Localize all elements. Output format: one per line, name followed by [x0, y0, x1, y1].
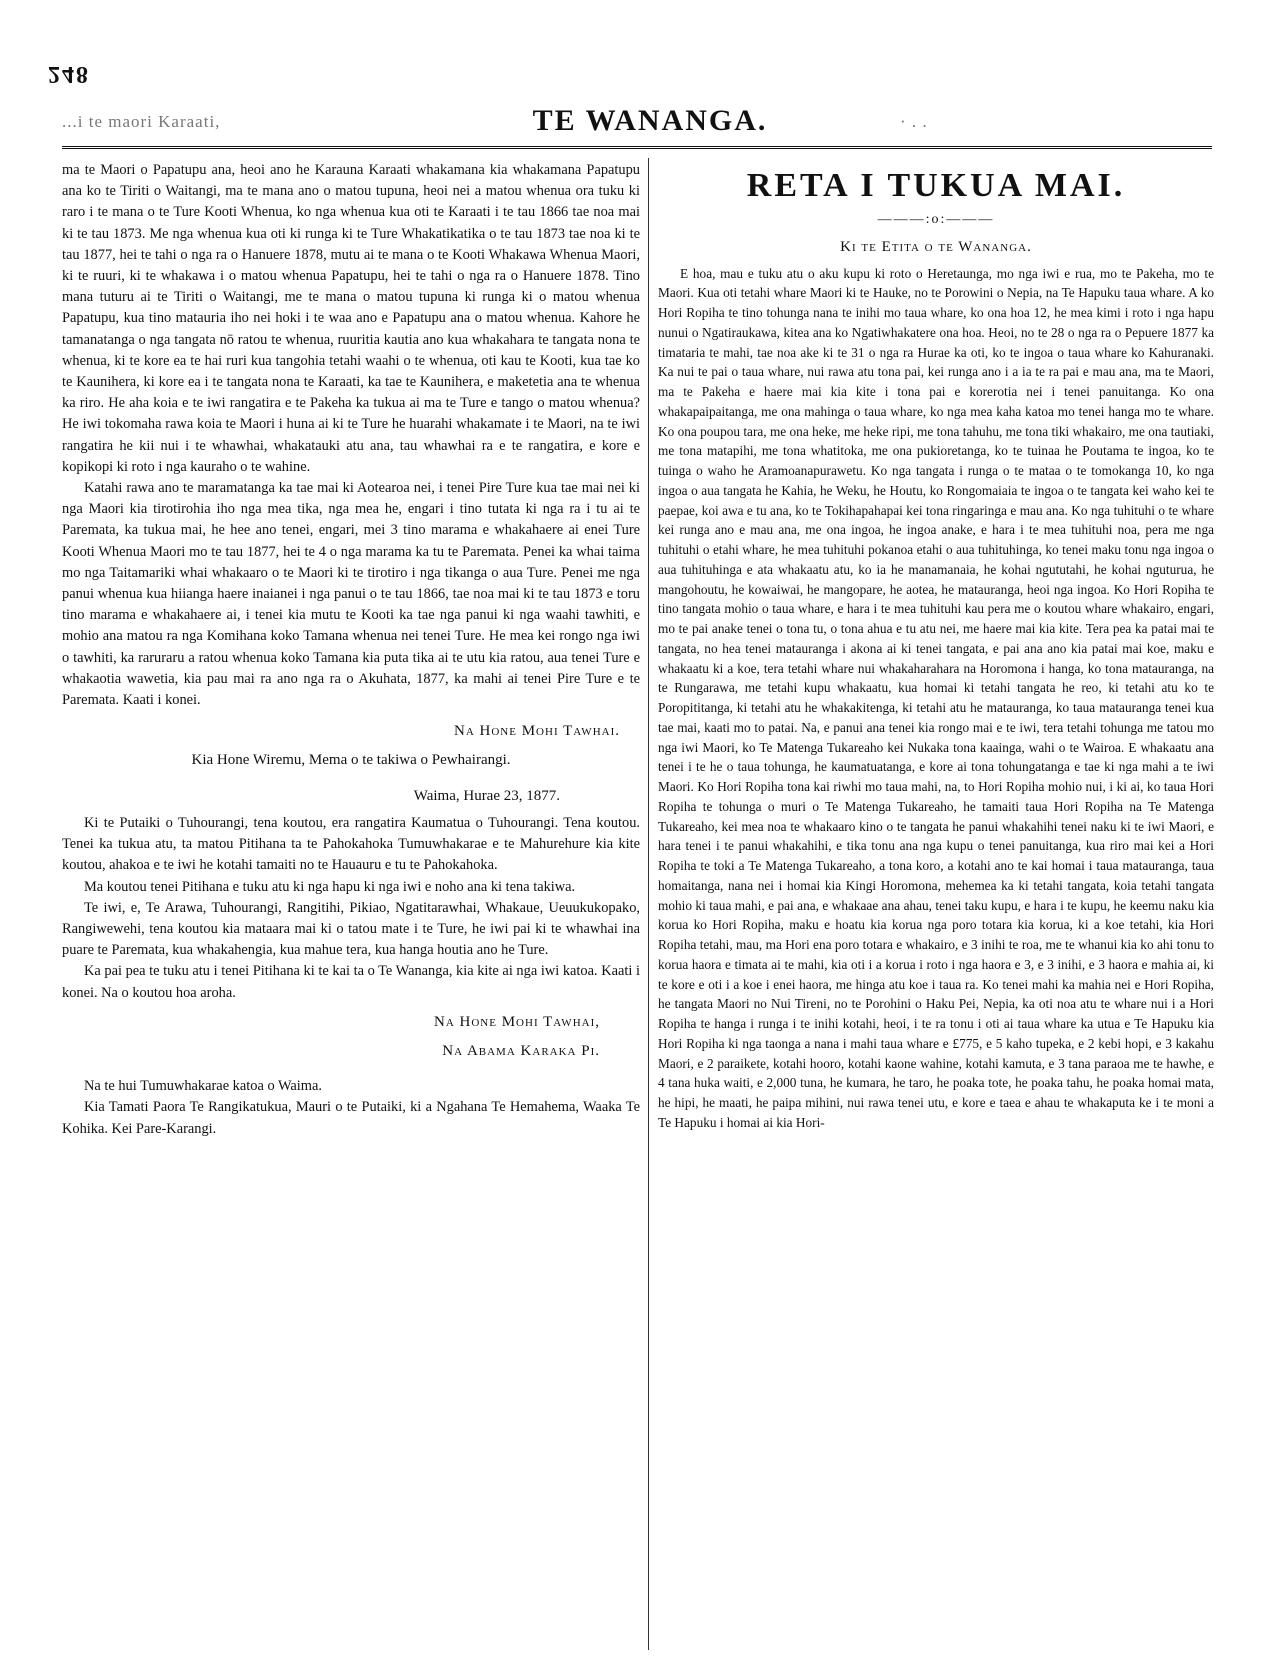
letter-paragraph-1: Ki te Putaiki o Tuhourangi, tena koutou, era rangatira Kaumatua o Tuhourangi. Tena koutou. Tenei ka tukua atu, ta matou Pitihana ta te Pahokahoka Tumuwhakarae e te Mahurehure kia kite koutou, ahakoa e te iwi he kotahi tamaiti no te Hauauru e tu te Pahokahoka.: [62, 814, 640, 874]
letter-paragraph-3: Te iwi, e, Te Arawa, Tuhourangi, Rangitihi, Pikiao, Ngatitarawhai, Whakaue, Ueuukukopako, Rangiwewehi, tena koutou kia mataara mai ki o tatou mate i te Ture, he iwi pai ki te whawhai ina puare te Paremata, kua whakahengia, kua mahue tera, kua hanga houtia ano he Ture.: [62, 899, 640, 959]
signature-hone-mohi-tawhai: Na Hone Mohi Tawhai.: [454, 723, 620, 740]
article-paragraph-2: Katahi rawa ano te maramatanga ka tae mai ki Aotearoa nei, i tenei Pire Ture kua tae mai nei ki nga Maori kia tirotirohia iho nga mea tika, nga mea he, engari i tino tutata ki nga ra i tu ai te Paremata, ka tukua mai, he hee ano tenei, engari, mei 3 tino marama e whakahaere ai enei Ture Kooti Whenua Maori mo te tau 1877, hei te 4 o nga marama ka tu te Paremata. Penei ka whai taima mo nga Taitamariki whai whakaaro o te Maori ki te tirotiro i nga tikanga o aua Ture. Penei me nga panui whenua kua hiianga haere inaianei i nga panui o te tau 1866, tae noa mai ki te tau 1873 e toru tino marama e whakahaere ai, i tenei kia mutu te Kooti ka tae nga panui ki nga waahi tawhiti, e mohio ana matou ra nga Komihana koko Tamana whenua nei tenei Ture. He mea kei rongo nga iwi o tawhiti, ka raruraru a ratou whenua koko Tamana kia puta tika ai te utu kia ratou, aua tenei Ture e whakaotia wawetia, kia pau mai ra ano nga ra o Akuhata, 1877, ka mahi ai tenei Pire Ture e te Paremata. Kaati i konei.: [62, 480, 640, 709]
masthead-right-fragment: · . .: [900, 112, 928, 131]
title-ornament-rule: ———:o:———: [877, 212, 995, 227]
article-paragraph-1: ma te Maori o Papatupu ana, heoi ano he Karauna Karaati whakamana kia whakamana Papatupu ana ko te Tiriti o Waitangi, ma te mana ano o matou tupuna, heoi nei a matou whenua ora tuku ki raro i te mana o te Ture Kooti Whenua, ko nga whenua kua oti te Karaati i te tau 1866 tae noa mai ki te tau 1873. Me nga whenua kua oti ki runga ki te Ture Whakatikatika o te tau 1873 tae noa ki te tau 1877, hei te tahi o nga ra o Hanuere 1878, mutu ai te mana o te Kooti Whakawa Whenua Maori, ki te ruuri, ki te whakawa i o matou whenua Papatupu, hei te tahi o nga ra o Hanuere 1878. Tino mana tuturu ai te Tiriti o Waitangi, me te mana o matou tupuna ki runga ki o matou whenua Papatupu, kua tino matauria iho nei hoki i te waa ano e Papatupu ana o matou whenua. Kahore he tamanatanga o nga tangata nō ratou te whenua, ruuritia kautia ano kua whakahara te tangata nona te whenua, ki te kore ea te hai ruri kua tangohia tetahi waahi o te whenua, oti kau te Kooti, kua tae ko te Kaunihera, ki kore ea i te tangata nona te Karaati, ka tae te Kaunihera, e maketetia ana te whenua ka riro. He aha koia e te iwi rangatira e te Pakeha ka tukua ai ma te Ture e tango o matou whenua? He iwi tokomaha rawa koia te Maori i huna ai ki te Ture he huarahi whakamate i te Maori, na te iwi rangatira he kii nui i te whawhai, whakatauki atu ana, tau whawhai ra e te rangatira, e kore e kopikopi ki roto i nga kauraho o te wahine.: [62, 162, 640, 475]
letter-addressee: Ki te Etita o te Wananga.: [840, 238, 1032, 255]
letter-body-paragraph: E hoa, mau e tuku atu o aku kupu ki roto o Heretaunga, mo nga iwi e rua, mo te Pakeha, mo te Maori. Kua oti tetahi whare Maori ki te Hauke, no te Porowini o Nepia, na Te Hapuku taua whare. A ko Hori Ropiha te tino tohunga nana te inihi mo taua whare, ko ona hoa 12, he mea kimi i roto i nga hapu nunui o Ngatiraukawa, kitea ana ko Ngatiwhakatere ona hoa. Heoi, no te 28 o nga ra o Pepuere 1877 ka timataria te mahi, tae noa ake ki te 31 o nga ra Hurae ka oti, ko te ingoa o taua whare ko Kahuranaki. Ka nui te pai o taua whare, nui rawa atu tona pai, kei runga ano i a ia te ra pai e mau ana, ma te Maori, ma te Pakeha e haere mai kia kite i tona pai e korerotia nei i tenei panuitanga. Ko ona whakapaipaitanga, me ona mahinga o taua whare, ko nga mea kaha katoa mo tenei hanga mo te whare. Ko ona poupou tara, me ona heke, me heke ripi, me tona tahuhu, me tona tiki whakairo, me ona tautiaki, me tona matapihi, me tona whatitoka, me ona pukioretanga, ko te tuinaa he Poutama te ingoa, ko te tuinga o waho he Aramoanapurawetu. Ko nga tangata i runga o te mataa o te tomokanga 10, ko nga ingoa o aua tangata he Kahia, he Weku, he Houtu, ko Rongomaiaia te ingoa o te tangata kei waho kei te paepae, koi awa e tu ana, ko te Tokihapahapai kei tona ringaringa e mau ana. Ko nga tuhituhi o te whare kei runga ano e mau ana, me ona ingoa, he ingoa anake, e hara i te mea tuhituhi noa, pera me nga tuhituhi o etahi whare, he mea tuhituhi pokanoa etahi o aua tuhituhinga, ko tenei maku tonu nga ingoa o aua tuhituhinga e ata whakaatu atu, ko ia he manamanaia, he kohai ngututahi, he kohai nguturua, he mangohoutu, he kowaiwai, he mangopare, he aotea, he matauranga, heoi nga ingoa. Ko Hori Ropiha te tino tangata mohio o taua whare, e hara i te mea tuhituhi kau pera me o koutou whare whakairo, engari, mo te pai anake tenei o tona tu, o tona ahua e tu atu nei, me haere mai kia kite. Tera pea ka patai mai te tangata, no hea tenei matauranga i akona ai ki tenei tangata, e pai ana ano kia patai mai koe, maku e whakaatu ki a koe, tera tetahi whare nui whakaharahara na Horomona i hanga, ko tona matauranga, na te Rungarawa, me tetahi kupu whakaatu, kua homai ki tetahi tangata he reo, ki tetahi atu ko te Poropititanga, ki tetahi atu he whakakitenga, ki tetahi atu he matauranga, ko taua matauranga tenei kua tae mai, kaati mo to patai. Na, e panui ana tenei kia rongo mai e te iwi, tera tetahi tohunga me tatou mo nga iwi Maori, ko Te Matenga Tukareaho kei Nukaka tona kaainga, wahi o te Wairoa. E whakaatu ana tenei i te he o taua tohunga, he kaumatuatanga, e kore ai tona tohungatanga e tae ki nga mahi a te iwi Maori. Ko Hori Ropiha tona kai riwhi mo taua mahi, na, to Hori Ropiha mohio nui, i ki ai, ko taua Hori Ropiha te tohunga o muri o Te Matenga Tukareaho, he tamaiti taua Hori Ropiha na Te Matenga Tukareaho, kei mea noa te whakaaro kino o te tangata he panui whakahihi tenei naku ki te iwi Maori, e hara tenei i te panui whakahihi, e tika tonu ana nga kupu o tenei panuitanga, kua riro mai kei a Hori Ropiha te toki a Te Matenga Tukareaho, a tona koro, a kotahi ano te kai homai i taua matauranga, taua homaitanga, nana nei i homai kia Kingi Horomona, mehemea ka ki tetahi tangata, koia tetahi tangata mohio ki taua mahi, e pai ana, e whakaae ana ahau, tenei taku kupu, e hara i te kupu, he keemu naku kia korua ko Hori Ropiha, maku e hoatu kia korua nga poro totara kia korua, ki a koe tetahi, kia Hori Ropiha tetahi, mau, ma Hori ena poro totara e whakairo, e 3 inihi te roa, me te whanui kia ko ahi tonu to korua haora e timata ai te mahi, kia oti i a korua i roto i nga haora e 3, e 3 inihi, e 3 haora e mahia ai, ki te kore e oti i a koe i enei haora, me hinga atu koe i taua ra. Ko tenei mahi ka mahia nei e Hori Ropiha, he tangata Maori no Nui Tireni, no te Porohini o Haku Pei, Nepia, ka oti noa atu te whare nui i a Hori Ropiha te hanga i runga i te inihi kotahi, heoi, i te ra tonu i oti ai taua whare ka utua e Te Hapuku kia Hori Ropiha ki nga taonga a nana i mahi taua whare e £775, e 5 kaho tupeka, e 2 kebi hopi, e 3 kakahu Maori, e 2 paraikete, kotahi hooro, kotahi kaone wahine, kotahi kamuta, e 3 tana paraoa me te hawhe, e 4 tana huka waiti, e 2,000 tuna, he kumara, he taro, he poaka tote, he poaka tahu, he poaka homai mata, he hipi, he maati, he paipa mihini, nui rawa tenei utu, e kore e taea e ahau te whakaputa ke i te moni a Te Hapuku i homai ai kia Hori-: [658, 265, 1214, 1130]
masthead-left-fragment: ...i te maori Karaati,: [62, 112, 221, 131]
spacer: [62, 1064, 640, 1076]
page-number: 248: [48, 61, 90, 87]
masthead-rule: [62, 146, 1212, 149]
signature-block-line-1: Na Hone Mohi Tawhai,: [434, 1013, 600, 1030]
letters-section-title: RETA I TUKUA MAI.: [746, 167, 1126, 204]
letter-paragraph-4: Ka pai pea te tuku atu i tenei Pitihana ki te kai ta o Te Wananga, kia kite ai nga iwi katoa. Kaati i konei. Na o koutou hoa aroha.: [62, 963, 640, 1001]
signature-block-line-2: Na Abama Karaka Pi.: [442, 1042, 600, 1059]
dateline: Waima, Hurae 23, 1877.: [413, 787, 560, 804]
left-column: [62, 160, 640, 1140]
closing-paragraph-1: Na te hui Tumuwhakarae katoa o Waima.: [84, 1078, 322, 1095]
right-column: [658, 160, 1214, 1133]
masthead-title: TE WANANGA.: [532, 104, 768, 137]
column-divider: [648, 158, 649, 1650]
closing-paragraph-2: Kia Tamati Paora Te Rangikatukua, Mauri o te Putaiki, ki a Ngahana Te Hemahema, Waaka Te Kohika. Kei Pare-Karangi.: [62, 1099, 640, 1137]
letter-paragraph-2: Ma koutou tenei Pitihana e tuku atu ki nga hapu ki nga iwi e noho ana ki tena takiwa.: [84, 878, 576, 895]
address-line: Kia Hone Wiremu, Mema o te takiwa o Pewhairangi.: [191, 752, 511, 769]
